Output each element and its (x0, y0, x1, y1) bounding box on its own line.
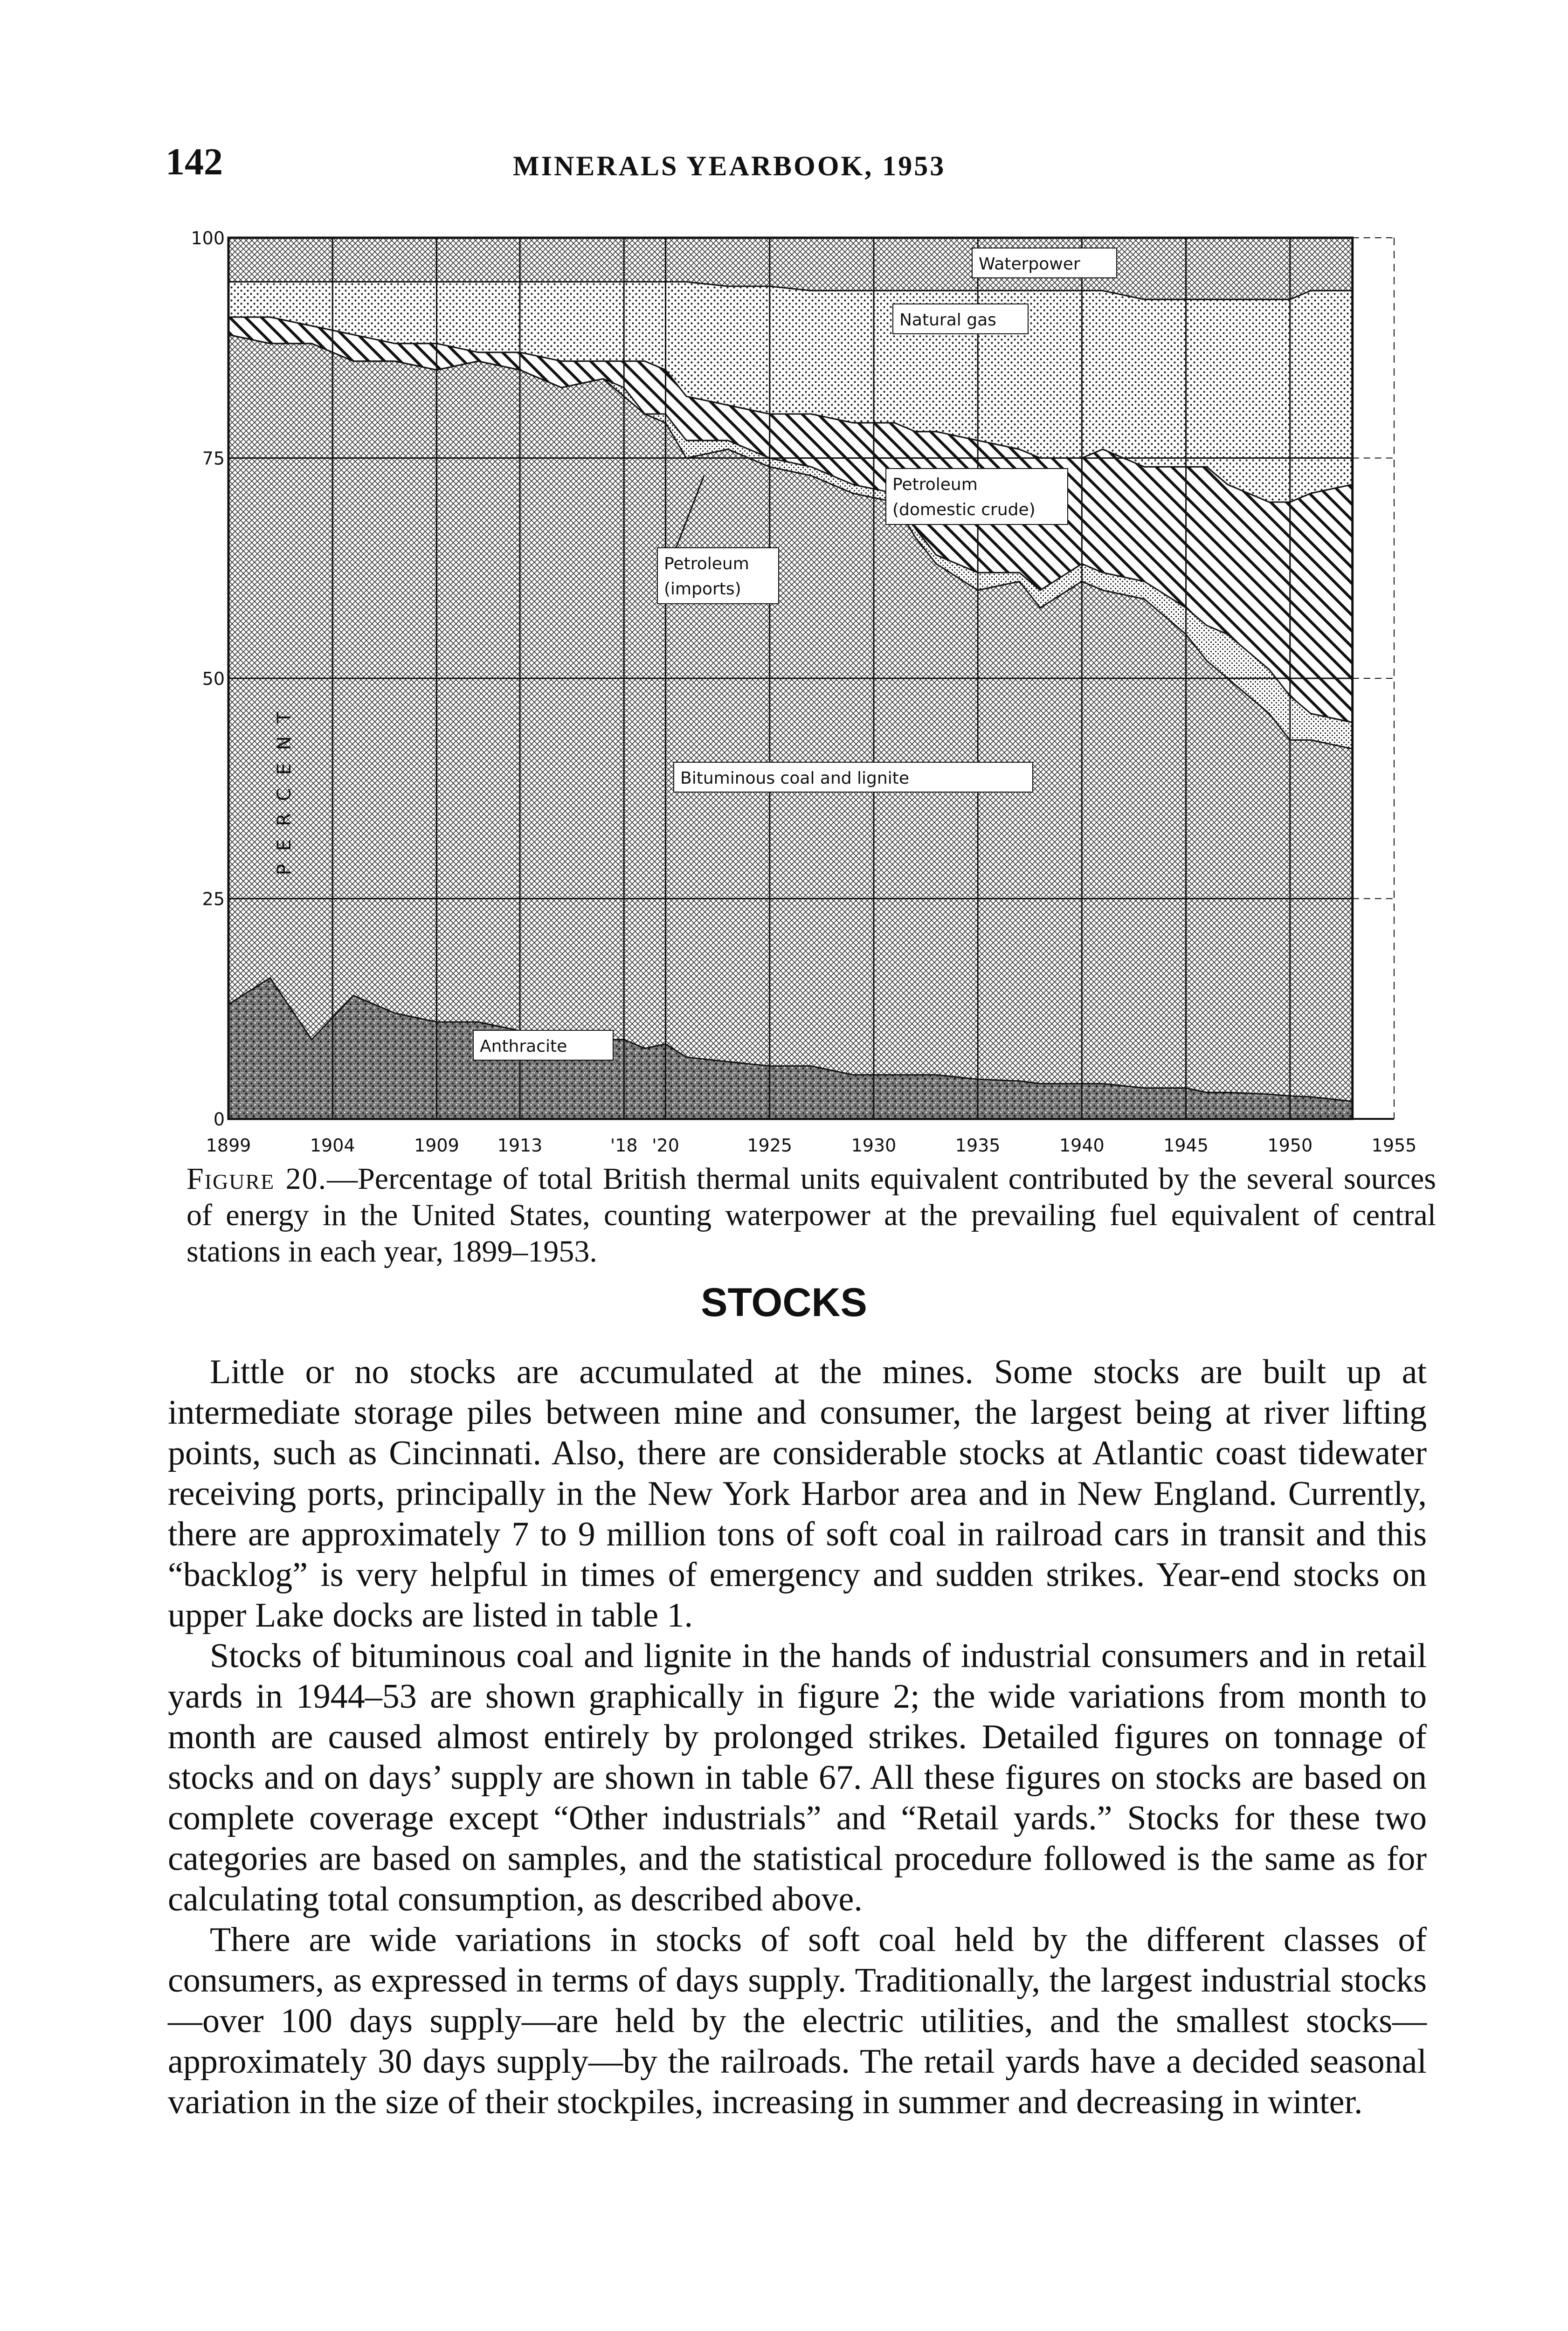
x-tick-label: 1955 (1371, 1135, 1417, 1156)
body-text (168, 1352, 1427, 2123)
page-header (0, 140, 1568, 191)
label-anthracite (473, 1030, 613, 1060)
x-tick-label: 1940 (1059, 1135, 1105, 1156)
y-tick-label: 100 (191, 228, 225, 248)
label-text: Natural gas (899, 310, 996, 330)
y-tick-label: 50 (202, 669, 225, 689)
energy-sources-chart (168, 224, 1450, 1156)
section-heading: STOCKS (701, 1280, 867, 1325)
label-text: Anthracite (480, 1037, 567, 1056)
label-text: Petroleum (664, 554, 749, 573)
x-tick-label: '18 (610, 1135, 638, 1156)
y-tick-label: 75 (202, 448, 225, 469)
label-text: Waterpower (979, 255, 1080, 274)
label-text: Petroleum (892, 475, 978, 494)
x-tick-label: 1925 (747, 1135, 793, 1156)
page-number: 142 (166, 140, 223, 183)
caption-text: —Percentage of total British thermal units equivalent contributed by the several sources of energy in the United States, counting waterpower at the prevailing fuel equivalent of central stations in each year, 1899–1953. (187, 1162, 1436, 1269)
caption-label: Figure 20. (187, 1162, 327, 1196)
x-tick-label: 1899 (206, 1135, 251, 1156)
chart-svg (168, 224, 1450, 1156)
x-tick-label: '20 (652, 1135, 679, 1156)
x-tick-label: 1930 (851, 1135, 897, 1156)
paragraph: Stocks of bituminous coal and lignite in the hands of industrial consumers and in retail yards in 1944–53 are shown graphically in figure 2; the wide variations from month to month are caused almost entirely by prolonged strikes. Detailed figures on tonnage of stocks and on days’ supply are shown in table 67. All these figures on stocks are based on complete coverage except “Other industrials” and “Retail yards.” Stocks for these two categories are based on samples, and the statistical procedure followed is the same as for calculating total consumption, as described above. (168, 1637, 1427, 1918)
x-tick-label: 1945 (1163, 1135, 1209, 1156)
x-tick-label: 1950 (1267, 1135, 1313, 1156)
paragraph: There are wide variations in stocks of soft coal held by the different classes of consumers, as expressed in terms of days supply. Traditionally, the largest industrial stocks—over 100 days supply—are held by the electric utilities, and the smallest stocks—approximately 30 days supply—by the railroads. The retail yards have a decided seasonal variation in the size of their stockpiles, increasing in summer and decreasing in winter. (168, 1921, 1427, 2121)
label-text: (domestic crude) (892, 500, 1036, 519)
figure-caption (187, 1161, 1436, 1270)
x-tick-label: 1909 (414, 1135, 459, 1156)
y-tick-label: 25 (202, 889, 225, 910)
label-waterpower (972, 248, 1117, 278)
label-petroleum-domestic (886, 469, 1068, 524)
x-tick-label: 1935 (955, 1135, 1001, 1156)
label-natural-gas (893, 304, 1028, 334)
paragraph: Little or no stocks are accumulated at the mines. Some stocks are built up at intermediate storage piles between mine and consumer, the largest being at river lifting points, such as Cincinnati. Also, there are considerable stocks at Atlantic coast tidewater receiving ports, principally in the New York Harbor area and in New England. Currently, there are approximately 7 to 9 million tons of soft coal in railroad cars in transit and this “backlog” is very helpful in times of emergency and sudden strikes. Year-end stocks on upper Lake docks are listed in table 1. (168, 1353, 1427, 1634)
y-axis-label: PERCENT (274, 698, 295, 876)
label-text: Bituminous coal and lignite (680, 769, 909, 788)
x-tick-label: 1904 (310, 1135, 355, 1156)
label-petroleum-imports (657, 548, 779, 604)
label-bituminous (674, 762, 1033, 792)
label-text: (imports) (664, 579, 741, 599)
x-tick-label: 1913 (497, 1135, 543, 1156)
running-title: MINERALS YEARBOOK, 1953 (513, 151, 946, 181)
y-tick-label: 0 (213, 1109, 225, 1130)
